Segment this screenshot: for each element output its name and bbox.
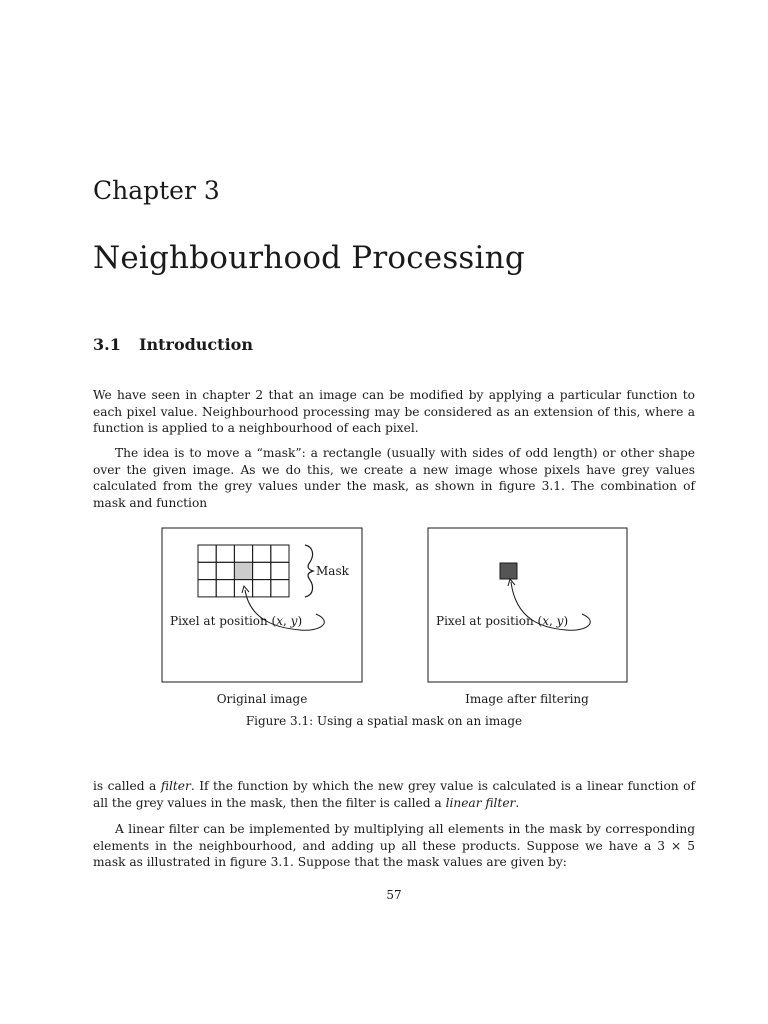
mask-cell [253, 545, 271, 562]
p3-text-b: . If the function by which the new grey value is calculated is a linear function of all the grey values in the mask, then the filter is called a [93, 779, 695, 810]
filtered-image-frame [428, 528, 627, 682]
mask-cell [271, 580, 289, 597]
original-image-frame [162, 528, 362, 682]
mask-cell [216, 545, 234, 562]
mask-size-math: 3 × 5 [657, 838, 695, 853]
p3-text-c: . [515, 795, 520, 810]
mask-cell [253, 562, 271, 579]
mask-cell [198, 580, 216, 597]
paragraph-4 [93, 821, 695, 871]
figure-diagram [0, 520, 768, 710]
page-number: 57 [386, 888, 402, 902]
figure-caption: Figure 3.1: Using a spatial mask on an image [245, 714, 523, 728]
p4-text-b: mask as illustrated in figure 3.1. Suppose that the mask values are given by: [93, 855, 567, 870]
section-heading [93, 335, 253, 354]
mask-cell [271, 562, 289, 579]
mask-cell [216, 580, 234, 597]
pixel-label-left: Pixel at position (x, y) [170, 614, 303, 628]
mask-cell [198, 545, 216, 562]
mask-cell [216, 562, 234, 579]
right-caption: Image after filtering [465, 692, 589, 706]
mask-brace [305, 545, 313, 597]
chapter-label: Chapter 3 [93, 176, 220, 205]
paragraph-3 [93, 778, 695, 811]
mask-cell [234, 545, 252, 562]
mask-center-cell [234, 562, 252, 579]
output-pixel [500, 563, 517, 579]
left-caption: Original image [216, 692, 308, 706]
mask-cell [271, 545, 289, 562]
figure-3-1 [0, 520, 768, 740]
p4-text-a: A linear filter can be implemented by multiplying all elements in the mask by corresponding elements in the neighbourhood, and adding up all these products. Suppose we have a [93, 822, 695, 853]
mask-label: Mask [316, 564, 349, 578]
term-linear-filter: linear filter [445, 795, 516, 810]
term-filter: filter [160, 779, 191, 793]
chapter-title: Neighbourhood Processing [93, 240, 525, 276]
section-number: 3.1 [93, 335, 121, 354]
paragraph-1: We have seen in chapter 2 that an image can be modified by applying a particular function to each pixel value. Neighbourhood processing may be considered as an extension of this, where a function is applied to a neighbourhood of each pixel. [93, 388, 695, 436]
p3-text-a: is called a [93, 779, 161, 793]
mask-cell [198, 562, 216, 579]
mask-cell [253, 580, 271, 597]
section-title: Introduction [139, 335, 253, 354]
pixel-label-right: Pixel at position (x, y) [436, 614, 569, 628]
paragraph-2: The idea is to move a “mask”: a rectangle (usually with sides of odd length) or other shape over the given image. As we do this, we create a new image whose pixels have grey values calculated from the grey values under the mask, as shown in figure 3.1. The combination of mask and function [93, 446, 695, 510]
